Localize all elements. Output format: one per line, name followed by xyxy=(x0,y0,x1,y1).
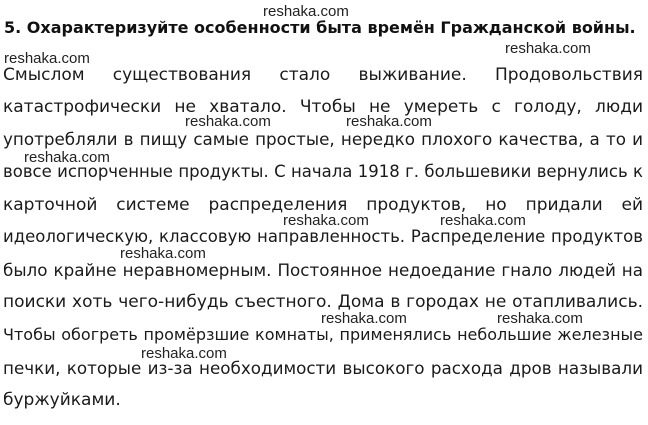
question-heading: 5. Охарактеризуйте особенности быта времён Гражданской войны. xyxy=(4,18,636,37)
watermark: reshaka.com xyxy=(440,212,526,229)
watermark: reshaka.com xyxy=(505,40,591,57)
text-line: печки, которые из-за необходимости высокого расхода дров называли xyxy=(3,358,643,378)
text-line: вовсе испорченные продукты. С начала 1918 г. большевики вернулись к xyxy=(3,162,643,181)
watermark: reshaka.com xyxy=(497,310,583,327)
text-line: карточной системе распределения продуктов, но придали ей xyxy=(3,195,643,215)
watermark: reshaka.com xyxy=(346,113,432,130)
watermark: reshaka.com xyxy=(120,245,206,262)
text-line: буржуйками. xyxy=(3,390,121,410)
text-line: идеологическую, классовую направленность. Распределение продуктов xyxy=(3,227,643,246)
text-line: поиски хоть чего-нибудь съестного. Дома в городах не отапливались. xyxy=(3,292,643,312)
text-line: Смыслом существования стало выживание. Продовольствия xyxy=(3,65,643,85)
text-line: было крайне неравномерным. Постоянное недоедание гнало людей на xyxy=(3,260,643,280)
text-line: употребляли в пищу самые простые, нередко плохого качества, а то и xyxy=(3,129,643,149)
watermark: reshaka.com xyxy=(24,149,110,166)
watermark: reshaka.com xyxy=(4,50,90,67)
watermark: reshaka.com xyxy=(263,3,349,20)
watermark: reshaka.com xyxy=(185,113,271,130)
watermark: reshaka.com xyxy=(321,310,407,327)
text-line: катастрофически не хватало. Чтобы не умереть с голоду, люди xyxy=(3,97,643,117)
watermark: reshaka.com xyxy=(141,345,227,362)
watermark: reshaka.com xyxy=(283,212,369,229)
text-line: Чтобы обогреть промёрзшие комнаты, применялись небольшие железные xyxy=(3,325,643,344)
